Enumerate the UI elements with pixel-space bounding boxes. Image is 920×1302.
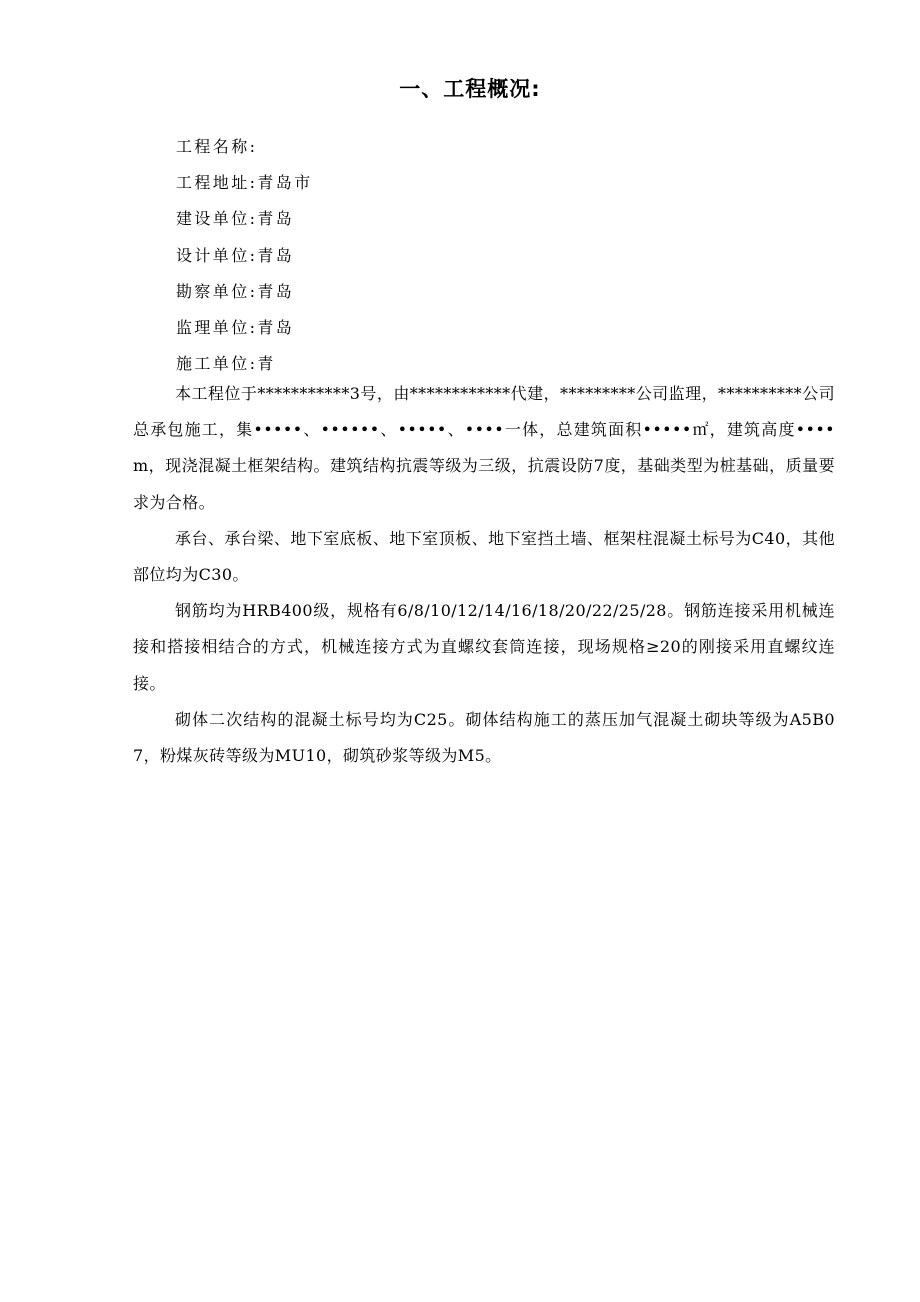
field-label: 勘察单位: [176,281,258,301]
paragraph-concrete-grades: 承台、承台梁、地下室底板、地下室顶板、地下室挡土墙、框架柱混凝土标号为C40，其他部位均为C30。 [133,528,835,585]
field-value: 青岛市 [257,173,313,193]
field-supervision-unit [176,310,836,346]
paragraph-overview: 本工程位于***********3号，由************代建，*********公司监理，**********公司总承包施工，集•••••、••••••、•••••、••••一体，总建筑面积•••••㎡，建筑高度••••m，现浇混凝土框架结构。建筑结构抗震等级为三级，抗震设防7度，基础类型为桩基础，质量要求为合格。 [133,384,835,512]
field-value: 青 [257,354,276,374]
field-survey-unit [176,274,836,310]
field-design-unit [176,238,836,274]
paragraph-rebar: 钢筋均为HRB400级，规格有6/8/10/12/14/16/18/20/22/25/28。钢筋连接采用机械连接和搭接相结合的方式，机械连接方式为直螺纹套筒连接，现场规格≥20的刚接采用直螺纹连接。 [133,601,835,693]
project-description [133,376,835,774]
field-value: 青岛 [257,209,295,229]
field-project-address [176,165,836,201]
field-label: 工程名称: [176,137,258,156]
section-title: 一、工程概况: [399,77,541,101]
field-label: 工程地址: [176,173,258,193]
field-label: 施工单位: [176,354,258,374]
field-project-name [176,129,836,165]
field-label: 设计单位: [176,245,258,265]
field-label: 监理单位: [176,317,258,337]
field-value: 青岛 [257,281,295,301]
paragraph-masonry: 砌体二次结构的混凝土标号均为C25。砌体结构施工的蒸压加气混凝土砌块等级为A5B07，粉煤灰砖等级为MU10，砌筑砂浆等级为M5。 [133,709,835,766]
field-label: 建设单位: [176,209,258,229]
project-info-fields [176,129,836,382]
field-value: 青岛 [257,317,295,337]
field-value: 青岛 [257,245,295,265]
field-owner-unit [176,201,836,237]
